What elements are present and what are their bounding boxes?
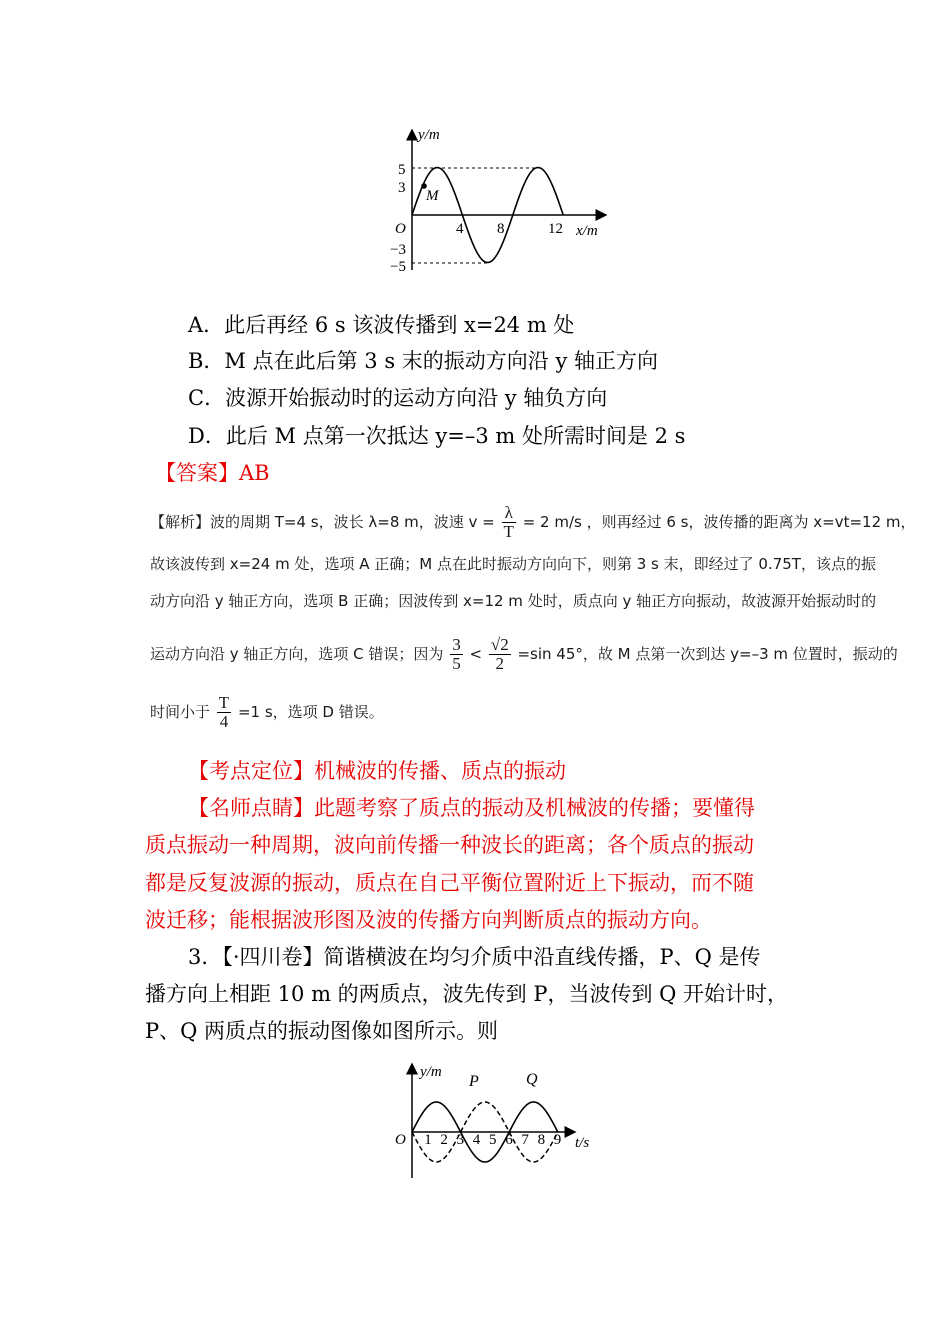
- analysis-line-2: 故该波传到 x=24 m 处，选项 A 正确；M 点在此时振动方向向下，则第 3 s 末，即经过了 0.75T，该点的振: [150, 555, 876, 573]
- analysis-1a: 【解析】波的周期 T=4 s，波长 λ=8 m，波速 v =: [150, 513, 495, 531]
- t-tick-9: 9: [553, 1132, 562, 1148]
- answer-value: AB: [239, 461, 270, 485]
- analysis-5a: 时间小于: [150, 703, 211, 721]
- frac-den: 5: [452, 654, 461, 673]
- option-c: C．波源开始振动时的运动方向沿 y 轴负方向: [188, 386, 608, 410]
- frac-num: λ: [502, 504, 516, 523]
- x-tick-4: 4: [456, 221, 464, 237]
- label-q: Q: [526, 1071, 538, 1088]
- frac-num: 3: [452, 635, 461, 654]
- answer-line: [155, 458, 270, 488]
- frac-num: √2: [490, 635, 509, 654]
- vibration-graph-figure: [385, 1058, 615, 1183]
- t-tick-8: 8: [537, 1132, 546, 1148]
- t-axis-label: t/s: [575, 1135, 590, 1151]
- y-tick-neg5: −5: [390, 259, 406, 275]
- t-tick-4: 4: [472, 1132, 481, 1148]
- frac-den: T: [503, 522, 514, 541]
- mingshi-line-3: 都是反复波源的振动，质点在自己平衡位置附近上下振动，而不随: [145, 871, 754, 895]
- kaodian-line: 【考点定位】机械波的传播、质点的振动: [188, 759, 566, 783]
- analysis-5b: =1 s，选项 D 错误。: [237, 703, 384, 721]
- t-ticks: [424, 1132, 561, 1148]
- analysis-line-1: [150, 504, 916, 541]
- option-d: D．此后 M 点第一次抵达 y=–3 m 处所需时间是 2 s: [188, 424, 686, 448]
- fraction-lambda-over-t: [502, 504, 516, 541]
- wave-graph-figure: [380, 120, 620, 280]
- x-tick-12: 12: [548, 221, 563, 237]
- frac-den: 2: [495, 654, 505, 673]
- origin-label: O: [395, 221, 406, 237]
- fraction-3-5: [450, 636, 463, 673]
- mingshi-line-4: 波迁移；能根据波形图及波的传播方向判断质点的振动方向。: [145, 908, 712, 932]
- less-than: <: [469, 645, 483, 663]
- analysis-4a: 运动方向沿 y 轴正方向，选项 C 错误；因为: [150, 645, 444, 663]
- t-tick-6: 6: [505, 1132, 513, 1148]
- fraction-t-4: [217, 694, 231, 731]
- analysis-4b: =sin 45°，故 M 点第一次到达 y=–3 m 位置时，振动的: [517, 645, 898, 663]
- y-tick-3: 3: [398, 180, 406, 196]
- analysis-line-3: 动方向沿 y 轴正方向，选项 B 正确；因波传到 x=12 m 处时，质点向 y 轴正方向振动，故波源开始振动时的: [150, 592, 877, 610]
- frac-num: T: [218, 693, 230, 712]
- analysis-1b: = 2 m/s ，则再经过 6 s，波传播的距离为 x=vt=12 m，: [522, 513, 916, 531]
- x-tick-8: 8: [497, 221, 505, 237]
- frac-den: 4: [219, 712, 229, 731]
- t-tick-1: 1: [424, 1132, 432, 1148]
- option-a: A．此后再经 6 s 该波传播到 x=24 m 处: [188, 313, 575, 337]
- y-axis-label: y/m: [418, 127, 440, 143]
- x-axis-label: x/m: [576, 223, 598, 239]
- mingshi-line-1: 【名师点睛】此题考察了质点的振动及机械波的传播；要懂得: [188, 796, 755, 820]
- question-3-line-2: 播方向上相距 10 m 的两质点，波先传到 P，当波传到 Q 开始计时，: [145, 982, 789, 1006]
- y-tick-5: 5: [398, 162, 406, 178]
- label-p: P: [469, 1073, 479, 1090]
- question-3-line-3: P、Q 两质点的振动图像如图所示。则: [145, 1019, 499, 1043]
- mingshi-line-2: 质点振动一种周期，波向前传播一种波长的距离；各个质点的振动: [145, 833, 754, 857]
- t-tick-2: 2: [440, 1132, 448, 1148]
- analysis-line-5: [150, 694, 384, 731]
- y-axis-label: y/m: [420, 1064, 442, 1080]
- fraction-sqrt2-2: [489, 636, 511, 673]
- y-tick-neg3: −3: [390, 242, 406, 258]
- option-b: B．M 点在此后第 3 s 末的振动方向沿 y 轴正方向: [188, 349, 658, 373]
- origin-label: O: [395, 1132, 406, 1148]
- answer-label: 【答案】: [155, 461, 239, 485]
- analysis-line-4: [150, 636, 898, 673]
- t-tick-7: 7: [521, 1132, 529, 1148]
- t-tick-3: 3: [456, 1132, 465, 1148]
- question-3-line-1: 3．【·四川卷】简谐横波在均匀介质中沿直线传播，P、Q 是传: [188, 945, 761, 969]
- t-tick-5: 5: [489, 1132, 497, 1148]
- point-m-label: M: [426, 188, 439, 204]
